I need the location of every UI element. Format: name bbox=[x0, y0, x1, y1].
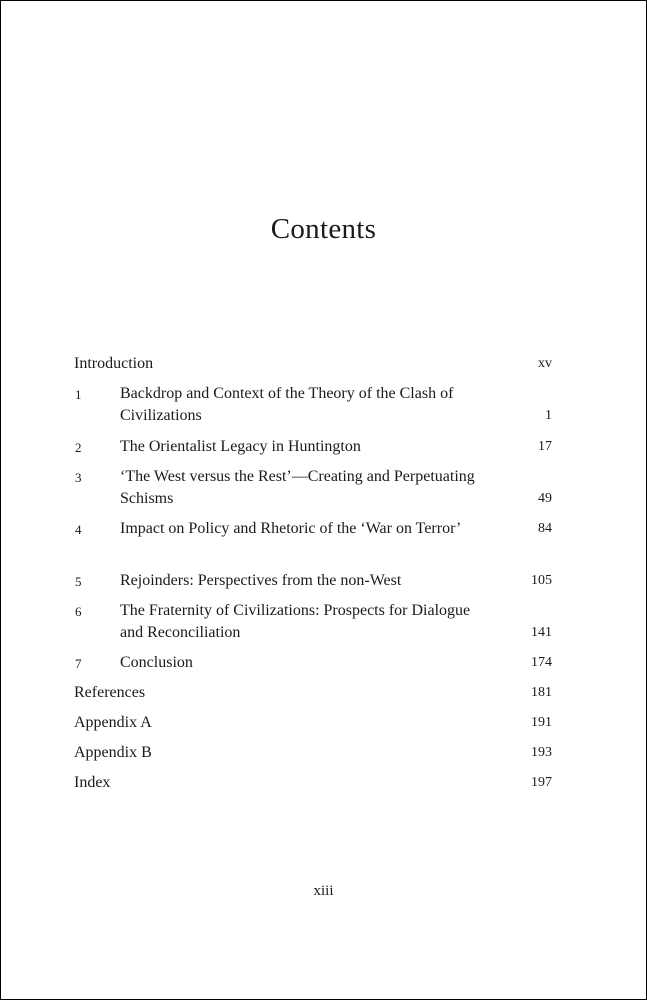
toc-entry-chapter-4 bbox=[74, 518, 552, 540]
toc-entry-introduction bbox=[74, 353, 552, 375]
toc-entry-label: Backdrop and Context of the Theory of the Clash of Civilizations bbox=[120, 385, 454, 424]
toc-entry-label: Introduction bbox=[74, 355, 154, 372]
toc-entry-label: Appendix A bbox=[74, 714, 152, 731]
toc-entry-number: 2 bbox=[75, 440, 82, 455]
toc-entry-label: Appendix B bbox=[74, 744, 152, 761]
toc-entry-page: 141 bbox=[531, 625, 552, 640]
toc-entry-page: 84 bbox=[538, 521, 552, 536]
toc-entry-number: 7 bbox=[75, 656, 82, 671]
toc-entry-page: 49 bbox=[538, 491, 552, 506]
toc-entry-number: 1 bbox=[75, 387, 82, 402]
toc-entry-page: 17 bbox=[538, 439, 552, 454]
toc-entry-page: 174 bbox=[531, 655, 552, 670]
toc-entry-label: References bbox=[74, 684, 146, 701]
toc-entry-page: 181 bbox=[531, 685, 552, 700]
toc-entry-label: Conclusion bbox=[120, 654, 193, 671]
toc-entry-number: 4 bbox=[75, 522, 82, 537]
toc-entry-label: Index bbox=[74, 774, 111, 791]
toc-entry-chapter-1 bbox=[74, 383, 552, 427]
toc-entry-page: xv bbox=[538, 356, 552, 371]
toc-entry-chapter-3 bbox=[74, 466, 552, 510]
toc-entry-index bbox=[74, 772, 552, 794]
toc-entry-number: 3 bbox=[75, 470, 82, 485]
toc-entry-label: Rejoinders: Perspectives from the non-West bbox=[120, 572, 402, 589]
toc-entry-label: Impact on Policy and Rhetoric of the ‘War on Terror’ bbox=[120, 520, 462, 537]
toc-entry-label: The Orientalist Legacy in Huntington bbox=[120, 438, 361, 455]
toc-entry-chapter-5 bbox=[74, 570, 552, 592]
toc-entry-number: 6 bbox=[75, 604, 82, 619]
toc-entry-number: 5 bbox=[75, 574, 82, 589]
toc-entry-label: ‘The West versus the Rest’—Creating and Perpetuating Schisms bbox=[120, 468, 475, 507]
toc-entry-label: The Fraternity of Civilizations: Prospects for Dialogue and Reconciliation bbox=[120, 602, 471, 641]
toc-entry-appendix-a bbox=[74, 712, 552, 734]
toc-entry-page: 1 bbox=[545, 408, 552, 423]
toc-entry-page: 105 bbox=[531, 573, 552, 588]
toc-entry-chapter-2 bbox=[74, 436, 552, 458]
toc-entry-chapter-6 bbox=[74, 600, 552, 644]
toc-entry-chapter-7 bbox=[74, 652, 552, 674]
toc-entry-page: 197 bbox=[531, 775, 552, 790]
page-title: Contents bbox=[270, 213, 377, 245]
page-number: xiii bbox=[313, 883, 334, 899]
toc-entry-references bbox=[74, 682, 552, 704]
toc-entry-page: 193 bbox=[531, 745, 552, 760]
toc-entry-page: 191 bbox=[531, 715, 552, 730]
toc-entry-appendix-b bbox=[74, 742, 552, 764]
